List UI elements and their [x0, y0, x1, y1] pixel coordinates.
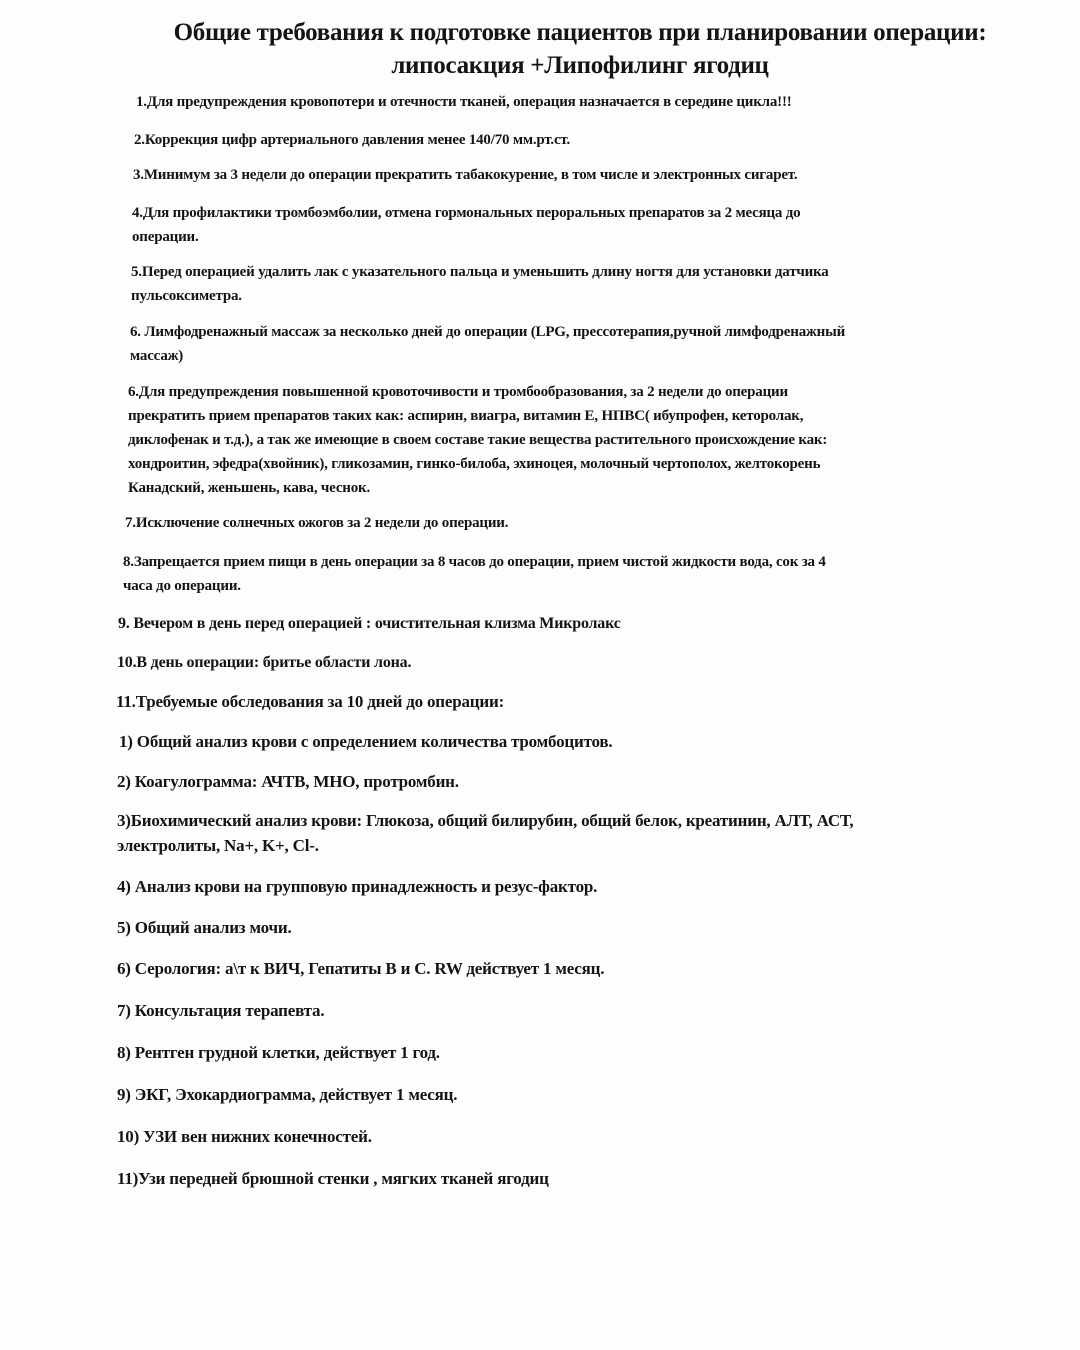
paragraph-16: [117, 874, 597, 899]
paragraph-6: [130, 320, 845, 368]
paragraph-line: 6) Серология: а\т к ВИЧ, Гепатиты В и С. RW действует 1 месяц.: [117, 959, 605, 978]
paragraph-8: [125, 511, 508, 535]
paragraph-18: [117, 956, 604, 981]
paragraph-19: [117, 998, 324, 1023]
paragraph-7: [128, 380, 827, 500]
paragraph-line: 6.Для предупреждения повышенной кровоточивости и тромбообразования, за 2 недели до операции: [128, 384, 788, 400]
paragraph-line: 5) Общий анализ мочи.: [117, 918, 292, 937]
paragraph-line: операции.: [132, 229, 199, 245]
paragraph-2: [134, 128, 570, 152]
paragraph-line: 2.Коррекция цифр артериального давления менее 140/70 мм.рт.ст.: [134, 132, 571, 148]
paragraph-line: 4.Для профилактики тромбоэмболии, отмена гормональных пероральных препаратов за 2 месяца до: [132, 205, 801, 221]
paragraph-17: [117, 915, 292, 940]
paragraph-line: 6. Лимфодренажный массаж за несколько дней до операции (LPG, прессотерапия,ручной лимфодренажный: [130, 324, 846, 340]
paragraph-line: 7) Консультация терапевта.: [117, 1001, 325, 1020]
paragraph-23: [117, 1166, 549, 1191]
title-line-1: Общие требования к подготовке пациентов при планировании операции:: [173, 19, 987, 46]
paragraph-15: [117, 808, 853, 858]
paragraph-line: хондроитин, эфедра(хвойник), гликозамин, гинко-билоба, эхиноцея, молочный чертополох, желтокорень: [128, 456, 821, 472]
paragraph-5: [131, 260, 829, 308]
paragraph-20: [117, 1040, 440, 1065]
paragraph-3: [133, 163, 797, 187]
paragraph-line: 9. Вечером в день перед операцией : очистительная клизма Микролакс: [118, 615, 621, 632]
paragraph-line: 8) Рентген грудной клетки, действует 1 год.: [117, 1043, 440, 1062]
paragraph-11: [117, 651, 411, 675]
paragraph-line: 10.В день операции: бритье области лона.: [117, 654, 412, 671]
paragraph-22: [117, 1124, 372, 1149]
paragraph-9: [123, 550, 826, 598]
paragraph-line: 1) Общий анализ крови с определением количества тромбоцитов.: [119, 732, 613, 751]
paragraph-line: прекратить прием препаратов таких как: аспирин, виагра, витамин Е, НПВС( ибупрофен, кеторолак,: [128, 408, 804, 424]
paragraph-line: Канадский, женьшень, кава, чеснок.: [128, 480, 371, 496]
paragraph-line: 5.Перед операцией удалить лак с указательного пальца и уменьшить длину ногтя для установки датчика: [131, 264, 829, 280]
paragraph-12: [116, 689, 504, 714]
paragraph-line: 3.Минимум за 3 недели до операции прекратить табакокурение, в том числе и электронных сигарет.: [133, 167, 798, 183]
paragraph-line: 3)Биохимический анализ крови: Глюкоза, общий билирубин, общий белок, креатинин, АЛТ, АСТ,: [117, 811, 854, 830]
paragraph-line: пульсоксиметра.: [131, 288, 242, 304]
document-title: [0, 16, 1080, 82]
paragraph-1: [136, 90, 792, 114]
paragraph-line: 7.Исключение солнечных ожогов за 2 недели до операции.: [125, 515, 509, 531]
paragraph-21: [117, 1082, 457, 1107]
paragraph-line: 2) Коагулограмма: АЧТВ, МНО, протромбин.: [117, 772, 459, 791]
paragraph-line: 10) УЗИ вен нижних конечностей.: [117, 1127, 372, 1146]
paragraph-line: 11)Узи передней брюшной стенки , мягких тканей ягодиц: [117, 1169, 549, 1188]
paragraph-4: [132, 201, 800, 249]
paragraph-10: [118, 612, 621, 636]
paragraph-line: электролиты, Na+, K+, Cl-.: [117, 836, 319, 855]
paragraph-14: [117, 769, 459, 794]
paragraph-line: 8.Запрещается прием пищи в день операции за 8 часов до операции, прием чистой жидкости вода, сок за 4: [123, 554, 826, 570]
paragraph-line: 1.Для предупреждения кровопотери и отечности тканей, операция назначается в середине цикла!!!: [136, 94, 792, 110]
paragraph-line: диклофенак и т.д.), а так же имеющие в своем составе такие вещества растительного происхождение как:: [128, 432, 828, 448]
paragraph-line: 4) Анализ крови на групповую принадлежность и резус-фактор.: [117, 877, 598, 896]
paragraph-13: [119, 729, 612, 754]
title-line-2: липосакция +Липофилинг ягодиц: [391, 52, 769, 79]
paragraph-line: 9) ЭКГ, Эхокардиограмма, действует 1 месяц.: [117, 1085, 458, 1104]
paragraph-line: массаж): [130, 348, 184, 364]
paragraph-line: часа до операции.: [123, 578, 241, 594]
paragraph-line: 11.Требуемые обследования за 10 дней до операции:: [116, 692, 505, 711]
